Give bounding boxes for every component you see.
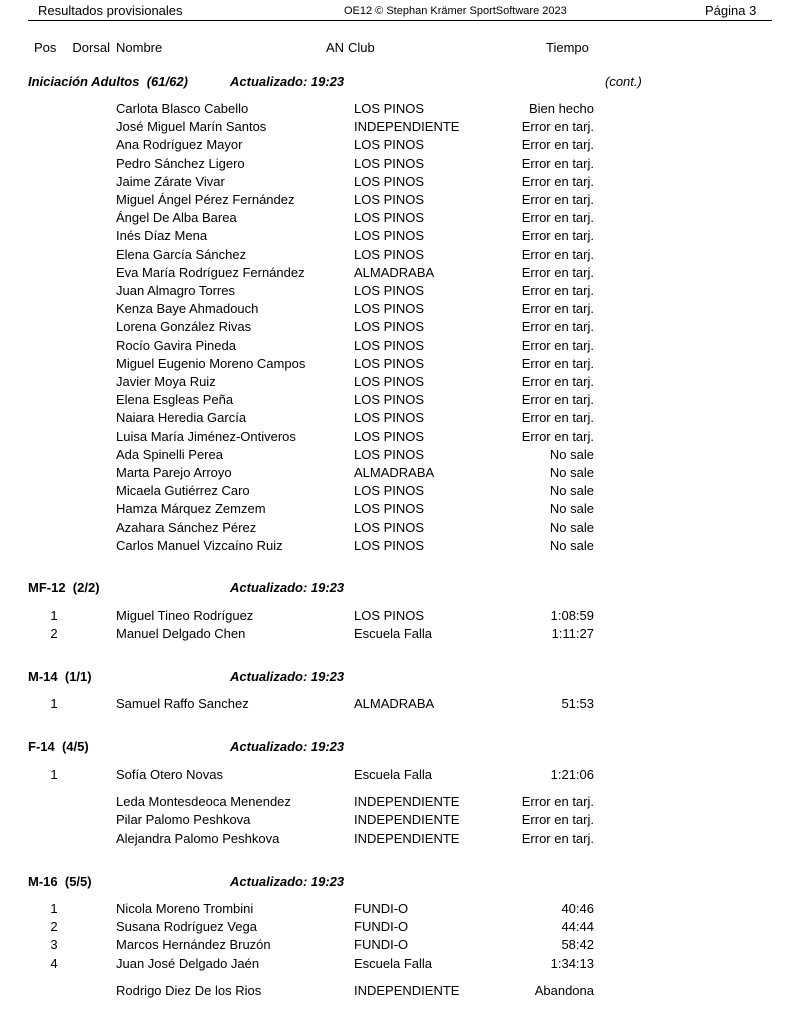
club-name: Escuela Falla [354, 626, 433, 642]
result-row [0, 520, 800, 538]
section-updated: Actualizado: 19:23 [230, 580, 345, 595]
result-time-text: Error en tarj. [521, 155, 594, 171]
result-row [0, 831, 800, 849]
category-count: (4/5) [61, 739, 89, 754]
result-time-text: Error en tarj. [521, 374, 594, 389]
report-title: Resultados provisionales [38, 3, 183, 18]
result-time-text: No sale [549, 446, 594, 462]
result-row [0, 392, 800, 410]
club-name: LOS PINOS [354, 137, 425, 153]
result-time-text: Abandona [534, 982, 594, 998]
result-time-text: No sale [549, 501, 594, 517]
header-divider [28, 20, 772, 21]
club-name: LOS PINOS [354, 428, 425, 444]
result-row [0, 265, 800, 283]
club-name: INDEPENDIENTE [354, 812, 460, 828]
result-row [0, 608, 800, 626]
club-name: LOS PINOS [354, 301, 425, 317]
club-name: Escuela Falla [354, 767, 433, 782]
result-time [520, 137, 594, 152]
result-time [520, 319, 594, 334]
result-time-text: Error en tarj. [521, 812, 594, 828]
result-time [520, 119, 594, 134]
section-title [28, 739, 89, 754]
result-time-text: Bien hecho [528, 101, 594, 116]
result-time-text: No sale [549, 537, 594, 553]
club-name: LOS PINOS [354, 173, 425, 189]
result-time [520, 338, 594, 353]
result-position: 3 [50, 937, 58, 953]
club-name: LOS PINOS [354, 355, 425, 371]
category-count: (5/5) [64, 874, 92, 889]
software-credit: OE12 © Stephan Krämer SportSoftware 2023 [344, 5, 567, 17]
result-row [0, 812, 800, 830]
runner-name: Kenza Baye Ahmadouch [116, 301, 259, 317]
runner-name: Jaime Zárate Vivar [116, 173, 225, 189]
category-count: (1/1) [64, 669, 92, 684]
result-position: 1 [50, 767, 58, 782]
category-name: M-16 [28, 874, 58, 889]
result-row [0, 501, 800, 519]
result-time-text: Error en tarj. [521, 428, 594, 444]
runner-name: Naiara Heredia García [116, 410, 247, 426]
category-name: MF-12 [28, 580, 66, 595]
result-time [520, 919, 594, 934]
result-time-text: 51:53 [561, 696, 594, 711]
result-time-text: Error en tarj. [521, 228, 594, 244]
result-time [520, 283, 594, 298]
runner-name: Miguel Eugenio Moreno Campos [116, 355, 306, 371]
club-name: FUNDI-O [354, 901, 409, 916]
result-row [0, 137, 800, 155]
runner-name: Pilar Palomo Peshkova [116, 812, 251, 828]
runner-name: Alejandra Palomo Peshkova [116, 830, 280, 846]
category-name: F-14 [28, 739, 55, 754]
result-row [0, 937, 800, 955]
result-time [520, 447, 594, 462]
result-time [520, 247, 594, 262]
result-row [0, 429, 800, 447]
club-name: LOS PINOS [354, 283, 425, 298]
runner-name: Juan José Delgado Jaén [116, 955, 260, 971]
result-time [520, 483, 594, 498]
club-name: LOS PINOS [354, 319, 425, 335]
result-time [520, 901, 594, 916]
club-name: ALMADRABA [354, 696, 435, 711]
runner-name: Pedro Sánchez Ligero [116, 155, 245, 171]
runner-name: Elena García Sánchez [116, 246, 247, 262]
result-row [0, 156, 800, 174]
section-continued: (cont.) [605, 74, 642, 89]
result-row [0, 192, 800, 210]
result-time-text: Error en tarj. [521, 830, 594, 846]
column-header-club: Club [348, 40, 375, 55]
runner-name: Elena Esgleas Peña [116, 392, 234, 408]
club-name: ALMADRABA [354, 264, 435, 280]
result-time [520, 410, 594, 425]
category-name: Iniciación Adultos [28, 74, 140, 89]
runner-name: Carlota Blasco Cabello [116, 101, 249, 116]
club-name: LOS PINOS [354, 155, 425, 171]
club-name: LOS PINOS [354, 210, 425, 226]
runner-name: Marcos Hernández Bruzón [116, 937, 271, 953]
runner-name: Leda Montesdeoca Menendez [116, 794, 291, 810]
result-row [0, 119, 800, 137]
result-row [0, 901, 800, 919]
club-name: LOS PINOS [354, 501, 425, 517]
result-time [520, 392, 594, 407]
column-header-an: AN [326, 40, 345, 55]
runner-name: Azahara Sánchez Pérez [116, 519, 257, 535]
club-name: Escuela Falla [354, 955, 433, 971]
result-time [520, 192, 594, 207]
runner-name: Eva María Rodríguez Fernández [116, 264, 305, 280]
club-name: FUNDI-O [354, 919, 409, 935]
result-time-text: No sale [549, 483, 594, 499]
result-time-text: Error en tarj. [521, 355, 594, 371]
result-time-text: Error en tarj. [521, 283, 594, 298]
runner-name: Luisa María Jiménez-Ontiveros [116, 428, 296, 444]
result-time [520, 429, 594, 444]
result-time-text: Error en tarj. [521, 392, 594, 408]
result-time-text: 40:46 [561, 901, 594, 916]
result-time-text: No sale [549, 519, 594, 535]
result-row [0, 301, 800, 319]
club-name: LOS PINOS [354, 608, 425, 623]
result-time-text: Error en tarj. [521, 119, 594, 135]
result-time [520, 156, 594, 171]
runner-name: José Miguel Marín Santos [116, 119, 267, 135]
result-position: 4 [50, 955, 58, 971]
result-row [0, 626, 800, 644]
club-name: LOS PINOS [354, 228, 425, 244]
result-row [0, 319, 800, 337]
result-row [0, 174, 800, 192]
club-name: LOS PINOS [354, 246, 425, 262]
club-name: INDEPENDIENTE [354, 119, 460, 135]
result-time-text: 58:42 [561, 937, 594, 953]
result-time [520, 210, 594, 225]
runner-name: Juan Almagro Torres [116, 283, 235, 298]
result-time-text: No sale [549, 465, 594, 480]
result-row [0, 696, 800, 714]
result-time-text: 1:11:27 [551, 626, 594, 642]
runner-name: Nicola Moreno Trombini [116, 901, 254, 916]
section-updated: Actualizado: 19:23 [230, 669, 345, 684]
runner-name: Sofía Otero Novas [116, 767, 223, 782]
page-number: Página 3 [705, 3, 757, 18]
result-row [0, 228, 800, 246]
result-row [0, 210, 800, 228]
result-time [520, 356, 594, 371]
result-time-text: Error en tarj. [521, 319, 594, 335]
result-time [520, 767, 594, 782]
result-time [520, 101, 594, 116]
result-time [520, 301, 594, 316]
section-title [28, 874, 92, 889]
section-title [28, 669, 92, 684]
result-row [0, 338, 800, 356]
club-name: FUNDI-O [354, 937, 409, 953]
club-name: LOS PINOS [354, 446, 425, 462]
result-position: 1 [50, 696, 58, 711]
result-time [520, 696, 594, 711]
runner-name: Ana Rodríguez Mayor [116, 137, 243, 153]
result-position: 2 [50, 626, 58, 642]
section-title [28, 580, 100, 595]
result-position: 1 [50, 608, 58, 623]
club-name: LOS PINOS [354, 192, 425, 207]
category-name: M-14 [28, 669, 58, 684]
result-time [520, 626, 594, 641]
runner-name: Javier Moya Ruiz [116, 374, 216, 389]
runner-name: Micaela Gutiérrez Caro [116, 483, 250, 499]
runner-name: Ada Spinelli Perea [116, 446, 223, 462]
result-time-text: 1:08:59 [550, 608, 594, 623]
runner-name: Samuel Raffo Sanchez [116, 696, 249, 711]
club-name: LOS PINOS [354, 337, 425, 353]
section-updated: Actualizado: 19:23 [230, 74, 345, 89]
result-time [520, 831, 594, 846]
column-header-name: Nombre [116, 40, 163, 55]
result-time [520, 465, 594, 480]
runner-name: Lorena González Rivas [116, 319, 252, 335]
result-row [0, 483, 800, 501]
result-time [520, 608, 594, 623]
result-time-text: Error en tarj. [521, 794, 594, 810]
result-time-text: Error en tarj. [521, 410, 594, 426]
result-row [0, 356, 800, 374]
result-time [520, 812, 594, 827]
result-row [0, 794, 800, 812]
result-time-text: Error en tarj. [521, 192, 594, 207]
result-time [520, 501, 594, 516]
result-row [0, 538, 800, 556]
result-time-text: Error en tarj. [521, 337, 594, 353]
club-name: LOS PINOS [354, 519, 425, 535]
runner-name: Hamza Márquez Zemzem [116, 501, 266, 517]
result-row [0, 247, 800, 265]
result-time-text: 44:44 [561, 919, 594, 935]
result-time-text: Error en tarj. [521, 264, 594, 280]
runner-name: Susana Rodríguez Vega [116, 919, 257, 935]
club-name: INDEPENDIENTE [354, 830, 460, 846]
club-name: INDEPENDIENTE [354, 982, 460, 998]
club-name: LOS PINOS [354, 410, 425, 426]
result-time [520, 983, 594, 998]
result-time-text: Error en tarj. [521, 173, 594, 189]
category-count: (2/2) [72, 580, 100, 595]
club-name: LOS PINOS [354, 374, 425, 389]
club-name: LOS PINOS [354, 483, 425, 499]
section-title [28, 74, 188, 89]
result-time-text: 1:21:06 [550, 767, 594, 782]
runner-name: Manuel Delgado Chen [116, 626, 246, 642]
club-name: INDEPENDIENTE [354, 794, 460, 810]
result-time-text: Error en tarj. [521, 210, 594, 226]
result-time-text: Error en tarj. [521, 246, 594, 262]
result-time-text: 1:34:13 [550, 955, 594, 971]
result-time [520, 520, 594, 535]
club-name: LOS PINOS [354, 101, 425, 116]
result-row [0, 919, 800, 937]
club-name: LOS PINOS [354, 392, 425, 408]
section-updated: Actualizado: 19:23 [230, 874, 345, 889]
result-time [520, 265, 594, 280]
result-time [520, 794, 594, 809]
result-time-text: Error en tarj. [521, 137, 594, 153]
runner-name: Miguel Ángel Pérez Fernández [116, 192, 295, 207]
result-time [520, 174, 594, 189]
result-time [520, 956, 594, 971]
category-count: (61/62) [146, 74, 188, 89]
runner-name: Inés Díaz Mena [116, 228, 208, 244]
column-header-time: Tiempo [546, 40, 589, 55]
club-name: LOS PINOS [354, 537, 425, 553]
result-position: 2 [50, 919, 58, 935]
result-time [520, 228, 594, 243]
result-row [0, 465, 800, 483]
result-row [0, 767, 800, 785]
column-header-dorsal: Dorsal [72, 40, 110, 55]
result-row [0, 983, 800, 1001]
runner-name: Carlos Manuel Vizcaíno Ruiz [116, 537, 283, 553]
result-time [520, 937, 594, 952]
result-row [0, 374, 800, 392]
result-time [520, 374, 594, 389]
club-name: ALMADRABA [354, 465, 435, 480]
runner-name: Marta Parejo Arroyo [116, 465, 232, 480]
runner-name: Ángel De Alba Barea [116, 210, 237, 226]
result-row [0, 447, 800, 465]
result-row [0, 283, 800, 301]
result-time [520, 538, 594, 553]
runner-name: Rodrigo Diez De los Rios [116, 982, 262, 998]
runner-name: Rocío Gavira Pineda [116, 337, 236, 353]
runner-name: Miguel Tineo Rodríguez [116, 608, 254, 623]
result-row [0, 410, 800, 428]
result-time-text: Error en tarj. [521, 301, 594, 317]
column-header-pos: Pos [34, 40, 57, 55]
result-row [0, 101, 800, 119]
result-row [0, 956, 800, 974]
result-position: 1 [50, 901, 58, 916]
section-updated: Actualizado: 19:23 [230, 739, 345, 754]
